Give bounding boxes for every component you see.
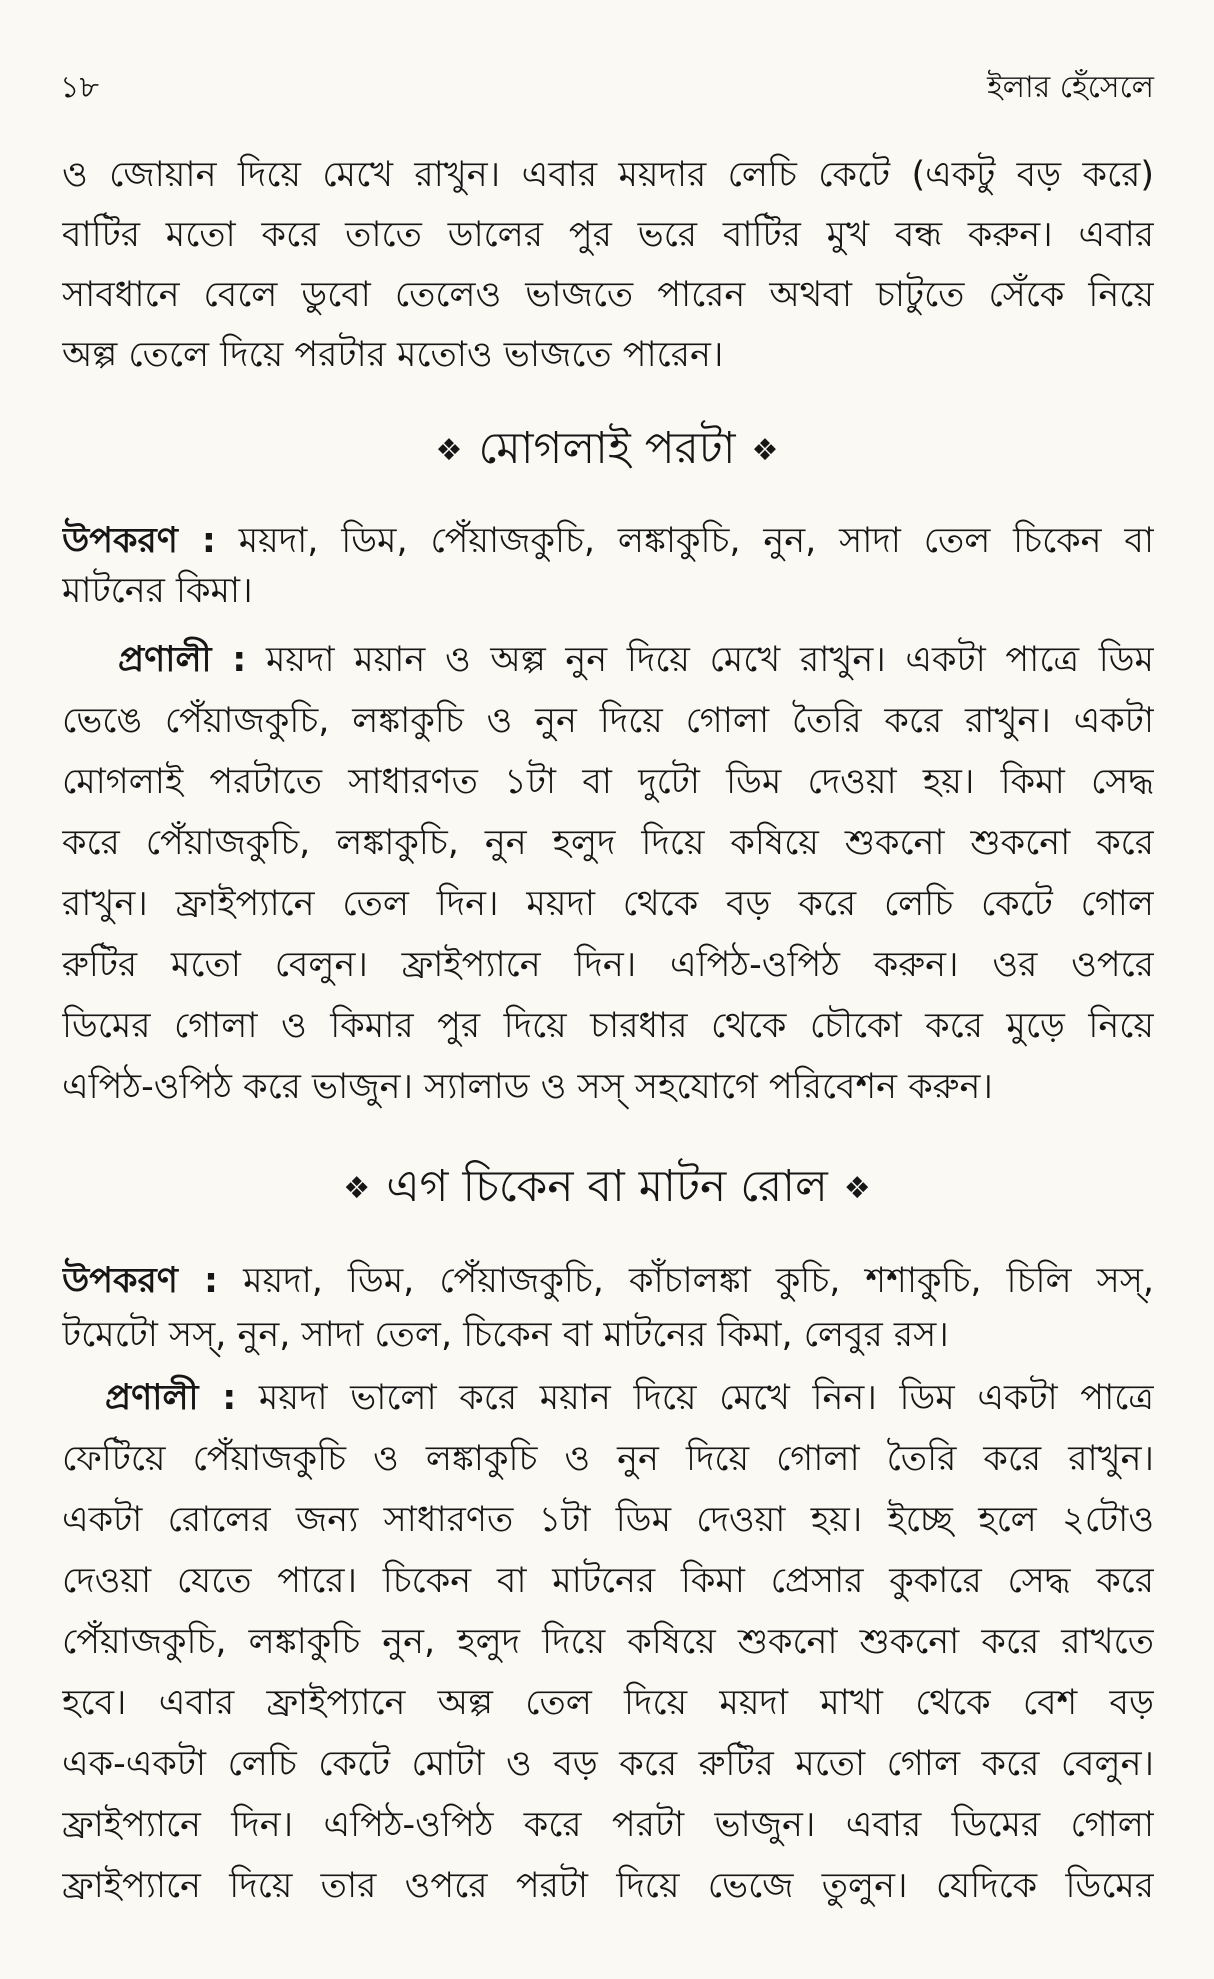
- ingredients-text: ময়দা, ডিম, পেঁয়াজকুচি, লঙ্কাকুচি, নুন, সাদা তেল চিকেন বা: [238, 521, 1154, 561]
- ingredients-line: মাটনের কিমা।: [62, 571, 253, 611]
- ingredients-line: [62, 1251, 1154, 1311]
- method-line: [62, 630, 1154, 690]
- method-label: প্রণালী :: [118, 640, 247, 680]
- method-line: দেওয়া যেতে পারে। চিকেন বা মাটনের কিমা প্রেসার কুকারে সেদ্ধ করে: [62, 1561, 1154, 1601]
- method-line: রুটির মতো বেলুন। ফ্রাইপ্যানে দিন। এপিঠ-ওপিঠ করুন। ওর ওপরে: [62, 945, 1154, 985]
- method-label: প্রণালী :: [105, 1378, 237, 1418]
- intro-line: সাবধানে বেলে ডুবো তেলেও ভাজতে পারেন অথবা চাটুতে সেঁকে নিয়ে: [62, 275, 1154, 315]
- method-line: [62, 1368, 1154, 1428]
- method-text: ময়দা ময়ান ও অল্প নুন দিয়ে মেখে রাখুন। একটা পাত্রে ডিম: [265, 640, 1154, 680]
- method-line: ফ্রাইপ্যানে দিয়ে তার ওপরে পরটা দিয়ে ভেজে তুলুন। যেদিকে ডিমের: [62, 1866, 1154, 1906]
- method-line: একটা রোলের জন্য সাধারণত ১টা ডিম দেওয়া হয়। ইচ্ছে হলে ২টোও: [62, 1500, 1154, 1540]
- ingredients-text: ময়দা, ডিম, পেঁয়াজকুচি, কাঁচালঙ্কা কুচি, শশাকুচি, চিলি সস্,: [243, 1261, 1154, 1301]
- method-line: ভেঙে পেঁয়াজকুচি, লঙ্কাকুচি ও নুন দিয়ে গোলা তৈরি করে রাখুন। একটা: [62, 701, 1154, 741]
- intro-line: অল্প তেলে দিয়ে পরটার মতোও ভাজতে পারেন।: [62, 335, 724, 375]
- recipe-title: এগ চিকেন বা মাটন রোল: [386, 1161, 828, 1212]
- method-line: করে পেঁয়াজকুচি, লঙ্কাকুচি, নুন হলুদ দিয়ে কষিয়ে শুকনো শুকনো করে: [62, 823, 1154, 863]
- method-line: মোগলাই পরটাতে সাধারণত ১টা বা দুটো ডিম দেওয়া হয়। কিমা সেদ্ধ: [62, 762, 1154, 802]
- recipe-heading: [0, 417, 1214, 481]
- ingredients-line: টমেটো সস্, নুন, সাদা তেল, চিকেন বা মাটনের কিমা, লেবুর রস।: [62, 1315, 949, 1355]
- ingredients-label: উপকরণ :: [62, 1261, 219, 1301]
- diamond-ornament-icon: ❖: [843, 1171, 871, 1206]
- diamond-ornament-icon: ❖: [751, 433, 779, 468]
- method-line: ফেটিয়ে পেঁয়াজকুচি ও লঙ্কাকুচি ও নুন দিয়ে গোলা তৈরি করে রাখুন।: [62, 1439, 1154, 1479]
- method-line: এপিঠ-ওপিঠ করে ভাজুন। স্যালাড ও সস্ সহযোগে পরিবেশন করুন।: [62, 1067, 993, 1107]
- diamond-ornament-icon: ❖: [435, 433, 463, 468]
- method-line: এক-একটা লেচি কেটে মোটা ও বড় করে রুটির মতো গোল করে বেলুন।: [62, 1744, 1154, 1784]
- method-text: ময়দা ভালো করে ময়ান দিয়ে মেখে নিন। ডিম একটা পাত্রে: [258, 1378, 1154, 1418]
- page-number: ১৮: [60, 70, 99, 105]
- intro-line: ও জোয়ান দিয়ে মেখে রাখুন। এবার ময়দার লেচি কেটে (একটু বড় করে): [62, 155, 1154, 195]
- method-line: ফ্রাইপ্যানে দিন। এপিঠ-ওপিঠ করে পরটা ভাজুন। এবার ডিমের গোলা: [62, 1805, 1154, 1845]
- running-title: ইলার হেঁসেলে: [987, 70, 1154, 105]
- intro-line: বাটির মতো করে তাতে ডালের পুর ভরে বাটির মুখ বন্ধ করুন। এবার: [62, 215, 1154, 255]
- diamond-ornament-icon: ❖: [343, 1171, 371, 1206]
- recipe-heading: [0, 1155, 1214, 1219]
- method-line: রাখুন। ফ্রাইপ্যানে তেল দিন। ময়দা থেকে বড় করে লেচি কেটে গোল: [62, 884, 1154, 924]
- ingredients-label: উপকরণ :: [62, 521, 216, 561]
- recipe-title: মোগলাই পরটা: [478, 423, 736, 474]
- method-line: ডিমের গোলা ও কিমার পুর দিয়ে চারধার থেকে চৌকো করে মুড়ে নিয়ে: [62, 1006, 1154, 1046]
- method-line: হবে। এবার ফ্রাইপ্যানে অল্প তেল দিয়ে ময়দা মাখা থেকে বেশ বড়: [62, 1683, 1154, 1723]
- method-line: পেঁয়াজকুচি, লঙ্কাকুচি নুন, হলুদ দিয়ে কষিয়ে শুকনো শুকনো করে রাখতে: [62, 1622, 1154, 1662]
